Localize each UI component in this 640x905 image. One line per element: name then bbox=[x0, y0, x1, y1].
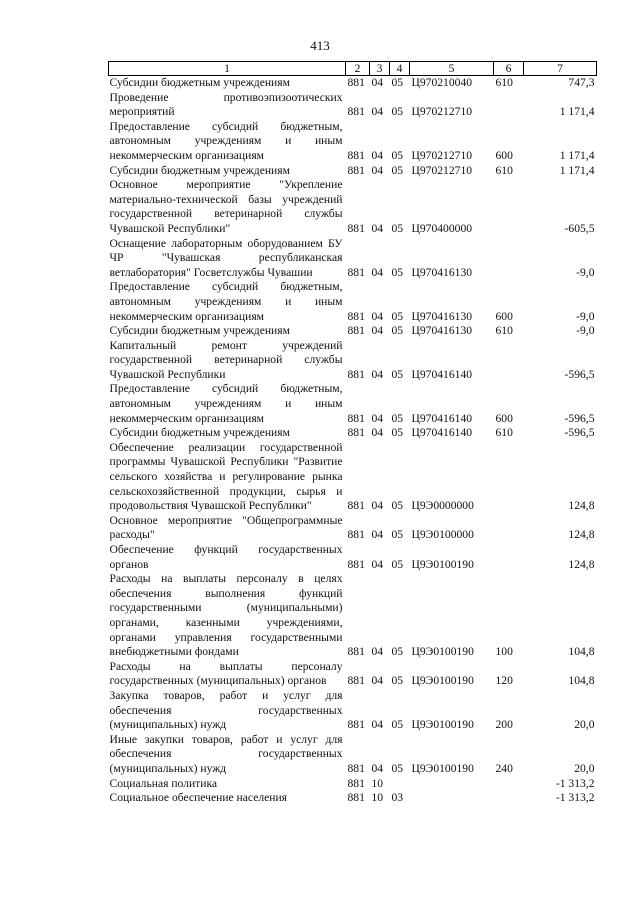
expense-type-cell: 200 bbox=[495, 718, 513, 732]
subsection-cell: 05 bbox=[391, 148, 404, 162]
section-cell: 04 bbox=[371, 76, 384, 89]
amount-cell: -1 313,2 bbox=[555, 776, 595, 790]
expense-type-cell: 240 bbox=[495, 761, 513, 775]
gov-code-cell: 881 bbox=[347, 645, 365, 659]
amount-cell: 104,8 bbox=[568, 645, 595, 659]
amount-cell: 124,8 bbox=[568, 557, 595, 571]
expense-type-cell bbox=[494, 91, 524, 120]
row-name-cell: Обеспечение функций государственных органов bbox=[109, 543, 343, 571]
target-article-cell: Ц970212710 bbox=[411, 105, 473, 119]
table-row bbox=[109, 791, 597, 806]
amount-cell: 124,8 bbox=[568, 528, 595, 542]
expense-type-cell bbox=[494, 339, 524, 383]
table-row bbox=[109, 76, 597, 91]
amount-cell: -9,0 bbox=[576, 265, 595, 279]
column-header: 2 bbox=[346, 62, 370, 76]
row-name-cell: Проведение противоэпизоотических мероприятий bbox=[109, 90, 343, 119]
subsection-cell: 05 bbox=[391, 309, 404, 323]
row-name-cell: Расходы на выплаты персоналу в целях обеспечения выполнения функций государственными (муниципальными) органами, казенными учреждениями, органами управления государственными внебюджетными фондами bbox=[109, 572, 343, 659]
expense-type-cell: 600 bbox=[495, 411, 513, 425]
target-article-cell: Ц970212710 bbox=[411, 148, 473, 162]
subsection-cell: 05 bbox=[391, 367, 404, 381]
gov-code-cell: 881 bbox=[347, 674, 365, 688]
amount-cell: 20,0 bbox=[574, 761, 595, 775]
target-article-cell: Ц970210040 bbox=[411, 76, 473, 89]
table-row bbox=[109, 280, 597, 324]
section-cell: 04 bbox=[371, 528, 384, 542]
subsection-cell: 05 bbox=[391, 528, 404, 542]
section-cell: 04 bbox=[371, 148, 384, 162]
target-article-cell: Ц970416130 bbox=[411, 265, 473, 279]
subsection-cell: 05 bbox=[391, 426, 404, 440]
row-name-cell: Предоставление субсидий бюджетным, автономным учреждениям и иным некоммерческим организациям bbox=[109, 280, 343, 323]
subsection-cell: 05 bbox=[391, 163, 404, 177]
amount-cell: 1 171,4 bbox=[559, 163, 595, 177]
section-cell: 04 bbox=[371, 411, 384, 425]
target-article-cell: Ц9Э0100000 bbox=[411, 528, 474, 542]
target-article-cell: Ц970400000 bbox=[411, 221, 473, 235]
expense-type-cell: 600 bbox=[495, 148, 513, 162]
gov-code-cell: 881 bbox=[347, 367, 365, 381]
table-row bbox=[109, 514, 597, 543]
gov-code-cell: 881 bbox=[347, 499, 365, 513]
row-name-cell: Расходы на выплаты персоналу государственных (муниципальных) органов bbox=[109, 659, 343, 688]
expense-type-cell: 120 bbox=[495, 674, 513, 688]
column-header: 3 bbox=[370, 62, 390, 76]
gov-code-cell: 881 bbox=[347, 148, 365, 162]
table-row bbox=[109, 339, 597, 383]
column-header: 7 bbox=[524, 62, 597, 76]
row-name-cell: Оснащение лабораторным оборудованием БУ ЧР "Чувашская республиканская ветлаборатория" Госветслужбы Чувашии bbox=[109, 236, 343, 279]
target-article-cell: Ц970212710 bbox=[411, 163, 473, 177]
amount-cell: 1 171,4 bbox=[559, 105, 595, 119]
target-article-cell: Ц9Э0000000 bbox=[411, 499, 474, 513]
table-row bbox=[109, 120, 597, 164]
expense-type-cell bbox=[494, 178, 524, 236]
expense-type-cell: 610 bbox=[495, 426, 513, 440]
subsection-cell: 05 bbox=[391, 761, 404, 775]
gov-code-cell: 881 bbox=[347, 309, 365, 323]
gov-code-cell: 881 bbox=[347, 791, 365, 805]
subsection-cell bbox=[390, 777, 410, 792]
subsection-cell: 05 bbox=[391, 557, 404, 571]
gov-code-cell: 881 bbox=[347, 163, 365, 177]
row-name-cell: Социальное обеспечение населения bbox=[109, 791, 288, 805]
section-cell: 04 bbox=[371, 557, 384, 571]
subsection-cell: 05 bbox=[391, 76, 404, 89]
target-article-cell bbox=[410, 777, 494, 792]
amount-cell: 124,8 bbox=[568, 499, 595, 513]
section-cell: 04 bbox=[371, 674, 384, 688]
gov-code-cell: 881 bbox=[347, 761, 365, 775]
section-cell: 04 bbox=[371, 221, 384, 235]
table-row bbox=[109, 543, 597, 572]
row-name-cell: Субсидии бюджетным учреждениям bbox=[109, 324, 290, 338]
subsection-cell: 05 bbox=[391, 645, 404, 659]
subsection-cell: 05 bbox=[391, 674, 404, 688]
column-header: 5 bbox=[410, 62, 494, 76]
expense-type-cell bbox=[494, 777, 524, 792]
table-row bbox=[109, 660, 597, 689]
budget-table bbox=[108, 61, 597, 806]
section-cell: 04 bbox=[371, 499, 384, 513]
table-row bbox=[109, 572, 597, 660]
table-row bbox=[109, 777, 597, 792]
target-article-cell bbox=[410, 791, 494, 806]
column-header: 6 bbox=[494, 62, 524, 76]
column-header: 4 bbox=[390, 62, 410, 76]
table-row bbox=[109, 733, 597, 777]
expense-type-cell: 100 bbox=[495, 645, 513, 659]
subsection-cell: 05 bbox=[391, 499, 404, 513]
target-article-cell: Ц9Э0100190 bbox=[411, 674, 474, 688]
expense-type-cell bbox=[494, 441, 524, 514]
amount-cell: 747,3 bbox=[568, 76, 595, 89]
amount-cell: -605,5 bbox=[564, 221, 595, 235]
target-article-cell: Ц9Э0100190 bbox=[411, 761, 474, 775]
subsection-cell: 05 bbox=[391, 265, 404, 279]
section-cell: 04 bbox=[371, 105, 384, 119]
amount-cell: -1 313,2 bbox=[555, 791, 595, 805]
table-body bbox=[109, 76, 597, 806]
section-cell: 04 bbox=[371, 309, 384, 323]
section-cell: 04 bbox=[371, 324, 384, 338]
table-row bbox=[109, 178, 597, 236]
row-name-cell: Обеспечение реализации государственной программы Чувашской Республики "Развитие сельского хозяйства и регулирование рынка сельскохозяйственной продукции, сырья и продовольствия Чувашской Республики" bbox=[109, 440, 343, 513]
gov-code-cell: 881 bbox=[347, 324, 365, 338]
table-row bbox=[109, 441, 597, 514]
gov-code-cell: 881 bbox=[347, 221, 365, 235]
section-cell: 04 bbox=[371, 645, 384, 659]
table-header-row bbox=[109, 62, 597, 76]
section-cell: 04 bbox=[371, 163, 384, 177]
subsection-cell: 05 bbox=[391, 718, 404, 732]
target-article-cell: Ц970416140 bbox=[411, 411, 473, 425]
gov-code-cell: 881 bbox=[347, 411, 365, 425]
gov-code-cell: 881 bbox=[347, 426, 365, 440]
column-header: 1 bbox=[109, 62, 346, 76]
amount-cell: 1 171,4 bbox=[559, 148, 595, 162]
table-row bbox=[109, 689, 597, 733]
subsection-cell: 05 bbox=[391, 105, 404, 119]
row-name-cell: Закупка товаров, работ и услуг для обеспечения государственных (муниципальных) нужд bbox=[109, 688, 343, 732]
row-name-cell: Капитальный ремонт учреждений государственной ветеринарной службы Чувашской Республики bbox=[109, 338, 343, 381]
row-name-cell: Основное мероприятие "Общепрограммные расходы" bbox=[109, 513, 343, 542]
table-row bbox=[109, 426, 597, 441]
gov-code-cell: 881 bbox=[347, 776, 365, 790]
expense-type-cell: 610 bbox=[495, 163, 513, 177]
gov-code-cell: 881 bbox=[347, 105, 365, 119]
target-article-cell: Ц970416140 bbox=[411, 367, 473, 381]
target-article-cell: Ц9Э0100190 bbox=[411, 718, 474, 732]
gov-code-cell: 881 bbox=[347, 718, 365, 732]
amount-cell: -596,5 bbox=[564, 367, 595, 381]
expense-type-cell bbox=[494, 791, 524, 806]
expense-type-cell: 610 bbox=[495, 76, 513, 89]
amount-cell: 104,8 bbox=[568, 674, 595, 688]
section-cell: 04 bbox=[371, 367, 384, 381]
amount-cell: -9,0 bbox=[576, 324, 595, 338]
gov-code-cell: 881 bbox=[347, 557, 365, 571]
expense-type-cell bbox=[494, 514, 524, 543]
row-name-cell: Субсидии бюджетным учреждениям bbox=[109, 163, 290, 177]
expense-type-cell bbox=[494, 543, 524, 572]
expense-type-cell: 600 bbox=[495, 309, 513, 323]
row-name-cell: Основное мероприятие "Укрепление материально-технической базы учреждений государственной ветеринарной службы Чувашской Республики" bbox=[109, 178, 343, 235]
row-name-cell: Социальная политика bbox=[109, 776, 218, 790]
subsection-cell: 03 bbox=[391, 791, 404, 805]
section-cell: 04 bbox=[371, 761, 384, 775]
section-cell: 10 bbox=[371, 776, 384, 790]
row-name-cell: Предоставление субсидий бюджетным, автономным учреждениям и иным некоммерческим организациям bbox=[109, 382, 343, 425]
row-name-cell: Предоставление субсидий бюджетным, автономным учреждениям и иным некоммерческим организациям bbox=[109, 119, 343, 162]
gov-code-cell: 881 bbox=[347, 528, 365, 542]
target-article-cell: Ц970416140 bbox=[411, 426, 473, 440]
target-article-cell: Ц970416130 bbox=[411, 324, 473, 338]
row-name-cell: Иные закупки товаров, работ и услуг для обеспечения государственных (муниципальных) нужд bbox=[109, 732, 343, 775]
expense-type-cell: 610 bbox=[495, 324, 513, 338]
amount-cell: -9,0 bbox=[576, 309, 595, 323]
section-cell: 04 bbox=[371, 718, 384, 732]
target-article-cell: Ц970416130 bbox=[411, 309, 473, 323]
table-row bbox=[109, 324, 597, 339]
section-cell: 04 bbox=[371, 426, 384, 440]
table-row bbox=[109, 382, 597, 426]
subsection-cell: 05 bbox=[391, 221, 404, 235]
row-name-cell: Субсидии бюджетным учреждениям bbox=[109, 76, 290, 89]
table-row bbox=[109, 164, 597, 179]
amount-cell: -596,5 bbox=[564, 411, 595, 425]
target-article-cell: Ц9Э0100190 bbox=[411, 645, 474, 659]
subsection-cell: 05 bbox=[391, 411, 404, 425]
target-article-cell: Ц9Э0100190 bbox=[411, 557, 474, 571]
row-name-cell: Субсидии бюджетным учреждениям bbox=[109, 426, 290, 440]
page-number: 413 bbox=[310, 38, 330, 53]
table-row bbox=[109, 237, 597, 281]
section-cell: 10 bbox=[371, 791, 384, 805]
gov-code-cell: 881 bbox=[347, 76, 365, 89]
amount-cell: 20,0 bbox=[574, 718, 595, 732]
subsection-cell: 05 bbox=[391, 324, 404, 338]
table-row bbox=[109, 91, 597, 120]
gov-code-cell: 881 bbox=[347, 265, 365, 279]
expense-type-cell bbox=[494, 237, 524, 281]
amount-cell: -596,5 bbox=[564, 426, 595, 440]
section-cell: 04 bbox=[371, 265, 384, 279]
